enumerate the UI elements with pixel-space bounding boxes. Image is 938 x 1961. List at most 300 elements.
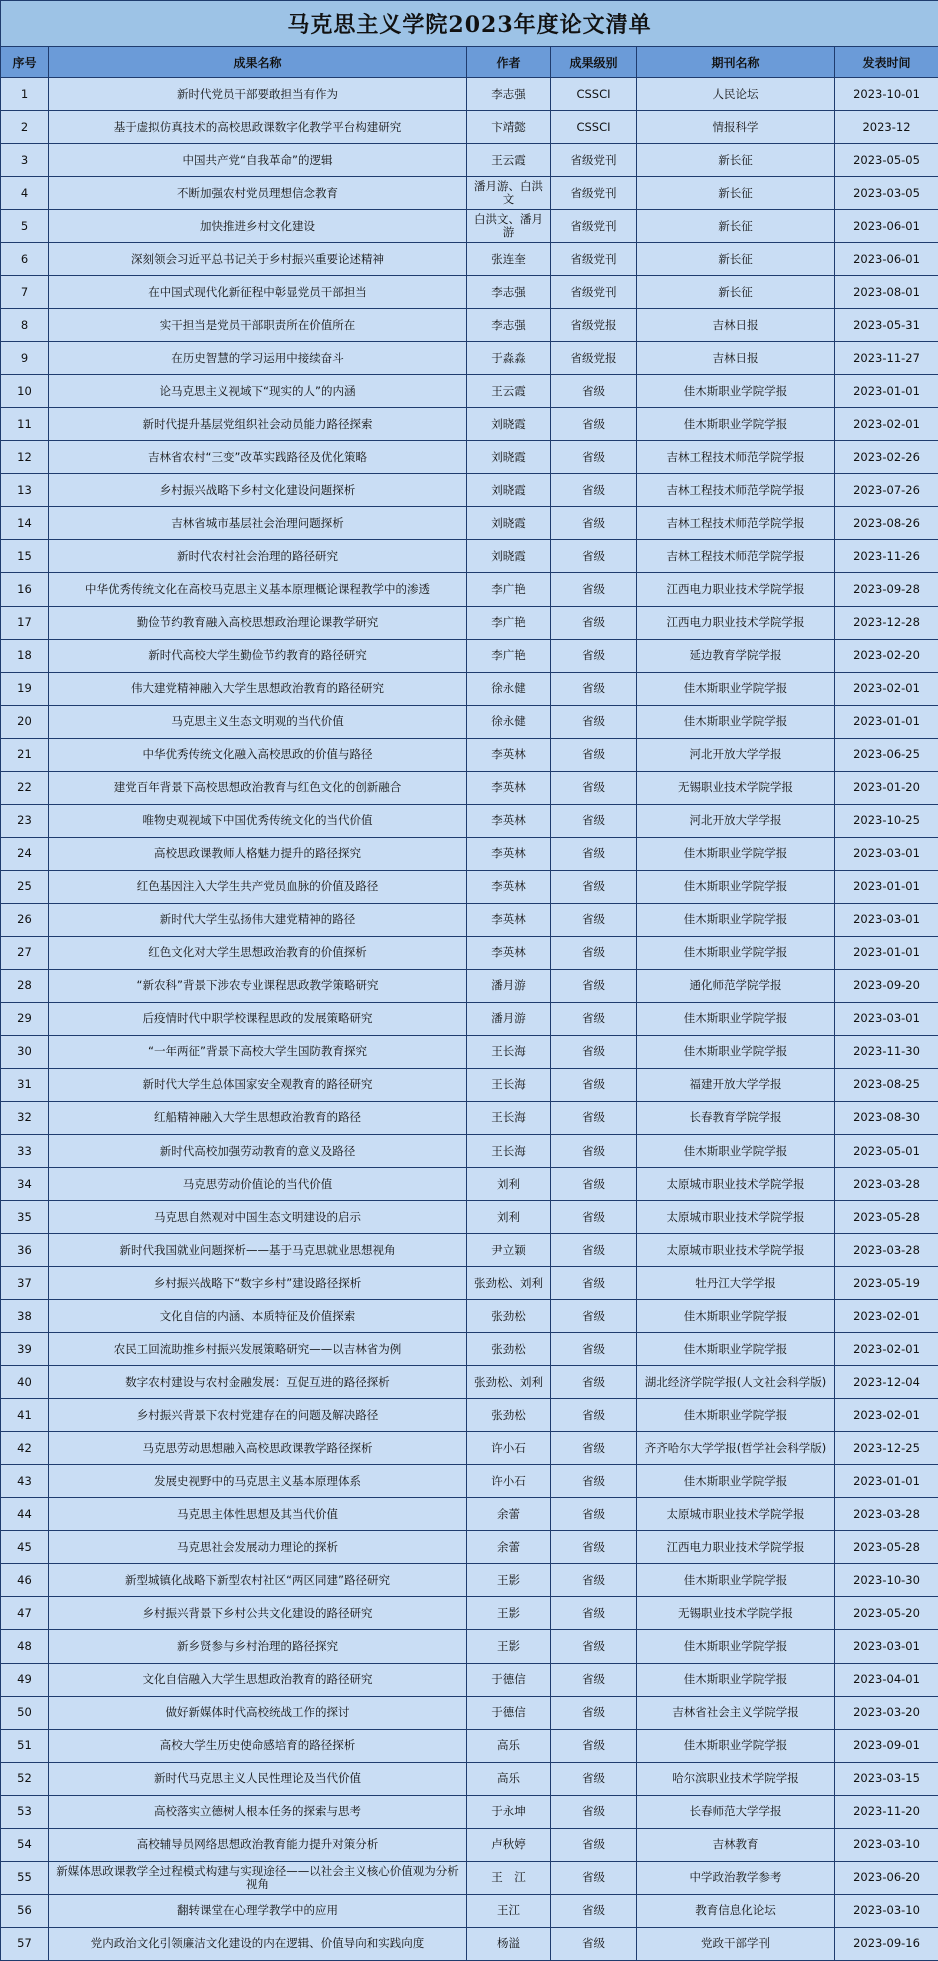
publish-date: 2023-02-01	[835, 1300, 938, 1333]
publish-date: 2023-03-01	[835, 1002, 938, 1035]
publish-date: 2023-01-01	[835, 375, 938, 408]
paper-title: 深刻领会习近平总书记关于乡村振兴重要论述精神	[49, 243, 467, 276]
journal-name: 长春师范大学学报	[637, 1795, 835, 1828]
journal-name: 佳木斯职业学院学报	[637, 837, 835, 870]
publish-date: 2023-09-01	[835, 1729, 938, 1762]
table-row	[1, 1068, 938, 1101]
row-index: 23	[1, 804, 49, 837]
table-row	[1, 672, 938, 705]
row-index: 49	[1, 1663, 49, 1696]
paper-level: 省级	[551, 1234, 637, 1267]
table-row	[1, 1135, 938, 1168]
journal-name: 新长征	[637, 210, 835, 243]
publish-date: 2023-03-28	[835, 1498, 938, 1531]
author: 李英林	[467, 903, 551, 936]
publish-date: 2023-03-15	[835, 1762, 938, 1795]
paper-title: 马克思主义生态文明观的当代价值	[49, 705, 467, 738]
journal-name: 佳木斯职业学院学报	[637, 1135, 835, 1168]
author: 刘晓霞	[467, 474, 551, 507]
journal-name: 佳木斯职业学院学报	[637, 1035, 835, 1068]
table-row	[1, 507, 938, 540]
paper-level: 省级	[551, 837, 637, 870]
paper-title: 伟大建党精神融入大学生思想政治教育的路径研究	[49, 672, 467, 705]
journal-name: 长春教育学院学报	[637, 1101, 835, 1134]
journal-name: 佳木斯职业学院学报	[637, 705, 835, 738]
paper-level: 省级	[551, 1927, 637, 1960]
paper-title: 新时代高校大学生勤俭节约教育的路径研究	[49, 639, 467, 672]
publish-date: 2023-12	[835, 111, 938, 144]
row-index: 19	[1, 672, 49, 705]
row-index: 37	[1, 1267, 49, 1300]
paper-title: 马克思劳动价值论的当代价值	[49, 1168, 467, 1201]
author: 王云霞	[467, 375, 551, 408]
paper-title: “新农科”背景下涉农专业课程思政教学策略研究	[49, 969, 467, 1002]
author: 刘晓霞	[467, 507, 551, 540]
author: 潘月游、白洪文	[467, 177, 551, 210]
author: 徐永健	[467, 672, 551, 705]
paper-level: 省级	[551, 1101, 637, 1134]
row-index: 32	[1, 1101, 49, 1134]
table-row	[1, 705, 938, 738]
author: 张劲松、刘利	[467, 1366, 551, 1399]
paper-title: 马克思劳动思想融入高校思政课教学路径探析	[49, 1432, 467, 1465]
table-row	[1, 1894, 938, 1927]
paper-title: 乡村振兴战略下“数字乡村”建设路径探析	[49, 1267, 467, 1300]
row-index: 34	[1, 1168, 49, 1201]
paper-level: 省级	[551, 474, 637, 507]
publish-date: 2023-03-28	[835, 1168, 938, 1201]
author: 李志强	[467, 276, 551, 309]
paper-title: “一年两征”背景下高校大学生国防教育探究	[49, 1035, 467, 1068]
author: 刘晓霞	[467, 408, 551, 441]
table-row	[1, 804, 938, 837]
journal-name: 江西电力职业技术学院学报	[637, 573, 835, 606]
paper-level: 省级党刊	[551, 243, 637, 276]
paper-title: 高校大学生历史使命感培育的路径探析	[49, 1729, 467, 1762]
paper-level: 省级党刊	[551, 276, 637, 309]
table-row	[1, 1333, 938, 1366]
paper-level: 省级	[551, 639, 637, 672]
table-row	[1, 1465, 938, 1498]
paper-level: 省级	[551, 1035, 637, 1068]
publish-date: 2023-05-19	[835, 1267, 938, 1300]
table-row	[1, 738, 938, 771]
journal-name: 哈尔滨职业技术学院学报	[637, 1762, 835, 1795]
row-index: 57	[1, 1927, 49, 1960]
journal-name: 党政干部学刊	[637, 1927, 835, 1960]
table-row	[1, 1399, 938, 1432]
paper-title: 新时代高校加强劳动教育的意义及路径	[49, 1135, 467, 1168]
paper-title: 勤俭节约教育融入高校思想政治理论课教学研究	[49, 606, 467, 639]
paper-title: 吉林省农村“三变”改革实践路径及优化策略	[49, 441, 467, 474]
journal-name: 太原城市职业技术学院学报	[637, 1168, 835, 1201]
header-author: 作者	[467, 47, 551, 78]
publish-date: 2023-08-01	[835, 276, 938, 309]
table-row	[1, 243, 938, 276]
journal-name: 佳木斯职业学院学报	[637, 1300, 835, 1333]
table-row	[1, 177, 938, 210]
author: 许小石	[467, 1465, 551, 1498]
row-index: 9	[1, 342, 49, 375]
table-row	[1, 408, 938, 441]
journal-name: 太原城市职业技术学院学报	[637, 1201, 835, 1234]
paper-title: 翻转课堂在心理学教学中的应用	[49, 1894, 467, 1927]
table-row	[1, 1564, 938, 1597]
row-index: 47	[1, 1597, 49, 1630]
paper-level: 省级	[551, 1267, 637, 1300]
publish-date: 2023-03-01	[835, 903, 938, 936]
row-index: 43	[1, 1465, 49, 1498]
paper-level: 省级	[551, 441, 637, 474]
table-row	[1, 1002, 938, 1035]
author: 余蕾	[467, 1498, 551, 1531]
row-index: 42	[1, 1432, 49, 1465]
paper-title: 新时代马克思主义人民性理论及当代价值	[49, 1762, 467, 1795]
paper-level: CSSCI	[551, 111, 637, 144]
table-row	[1, 540, 938, 573]
paper-title: 实干担当是党员干部职责所在价值所在	[49, 309, 467, 342]
table-row	[1, 1234, 938, 1267]
author: 李志强	[467, 309, 551, 342]
paper-title: 新时代提升基层党组织社会动员能力路径探索	[49, 408, 467, 441]
row-index: 56	[1, 1894, 49, 1927]
journal-name: 佳木斯职业学院学报	[637, 1465, 835, 1498]
table-row	[1, 276, 938, 309]
author: 张劲松	[467, 1399, 551, 1432]
row-index: 4	[1, 177, 49, 210]
author: 张劲松	[467, 1333, 551, 1366]
publish-date: 2023-01-01	[835, 705, 938, 738]
journal-name: 延边教育学院学报	[637, 639, 835, 672]
publish-date: 2023-06-01	[835, 243, 938, 276]
journal-name: 佳木斯职业学院学报	[637, 903, 835, 936]
author: 李英林	[467, 837, 551, 870]
paper-title: 中国共产党“自我革命”的逻辑	[49, 144, 467, 177]
paper-level: 省级	[551, 1399, 637, 1432]
paper-level: 省级	[551, 1597, 637, 1630]
row-index: 48	[1, 1630, 49, 1663]
paper-title: 新媒体思政课教学全过程模式构建与实现途径——以社会主义核心价值观为分析视角	[49, 1861, 467, 1894]
row-index: 13	[1, 474, 49, 507]
journal-name: 吉林工程技术师范学院学报	[637, 474, 835, 507]
table-row	[1, 1795, 938, 1828]
row-index: 40	[1, 1366, 49, 1399]
paper-level: 省级	[551, 1663, 637, 1696]
journal-name: 新长征	[637, 276, 835, 309]
row-index: 50	[1, 1696, 49, 1729]
publish-date: 2023-05-28	[835, 1201, 938, 1234]
paper-level: 省级	[551, 969, 637, 1002]
journal-name: 吉林工程技术师范学院学报	[637, 540, 835, 573]
paper-level: 省级	[551, 573, 637, 606]
table-row	[1, 1729, 938, 1762]
journal-name: 湖北经济学院学报(人文社会科学版)	[637, 1366, 835, 1399]
author: 刘利	[467, 1168, 551, 1201]
paper-title: 唯物史观视域下中国优秀传统文化的当代价值	[49, 804, 467, 837]
table-row	[1, 1201, 938, 1234]
author: 王云霞	[467, 144, 551, 177]
paper-title: 高校辅导员网络思想政治教育能力提升对策分析	[49, 1828, 467, 1861]
paper-title: 红色基因注入大学生共产党员血脉的价值及路径	[49, 870, 467, 903]
author: 高乐	[467, 1762, 551, 1795]
author: 王江	[467, 1894, 551, 1927]
publish-date: 2023-06-01	[835, 210, 938, 243]
paper-title: 乡村振兴背景下乡村公共文化建设的路径研究	[49, 1597, 467, 1630]
publish-date: 2023-03-05	[835, 177, 938, 210]
publish-date: 2023-02-20	[835, 639, 938, 672]
journal-name: 福建开放大学学报	[637, 1068, 835, 1101]
author: 刘晓霞	[467, 441, 551, 474]
paper-level: 省级	[551, 1861, 637, 1894]
journal-name: 佳木斯职业学院学报	[637, 1399, 835, 1432]
paper-title: 马克思主体性思想及其当代价值	[49, 1498, 467, 1531]
row-index: 10	[1, 375, 49, 408]
publish-date: 2023-03-01	[835, 837, 938, 870]
table-row	[1, 573, 938, 606]
journal-name: 佳木斯职业学院学报	[637, 375, 835, 408]
row-index: 16	[1, 573, 49, 606]
paper-title: 论马克思主义视域下“现实的人”的内涵	[49, 375, 467, 408]
paper-level: 省级	[551, 672, 637, 705]
paper-level: 省级	[551, 1300, 637, 1333]
author: 张劲松	[467, 1300, 551, 1333]
author: 潘月游	[467, 969, 551, 1002]
row-index: 12	[1, 441, 49, 474]
paper-level: 省级	[551, 1894, 637, 1927]
row-index: 55	[1, 1861, 49, 1894]
table-row	[1, 441, 938, 474]
author: 卞靖懿	[467, 111, 551, 144]
paper-title: 农民工回流助推乡村振兴发展策略研究——以吉林省为例	[49, 1333, 467, 1366]
row-index: 21	[1, 738, 49, 771]
row-index: 24	[1, 837, 49, 870]
journal-name: 吉林日报	[637, 309, 835, 342]
publish-date: 2023-11-20	[835, 1795, 938, 1828]
journal-name: 佳木斯职业学院学报	[637, 1564, 835, 1597]
paper-level: 省级	[551, 1498, 637, 1531]
paper-title: 乡村振兴战略下乡村文化建设问题探析	[49, 474, 467, 507]
journal-name: 佳木斯职业学院学报	[637, 1663, 835, 1696]
header-level: 成果级别	[551, 47, 637, 78]
paper-title: 做好新媒体时代高校统战工作的探讨	[49, 1696, 467, 1729]
paper-level: 省级	[551, 1333, 637, 1366]
publish-date: 2023-12-25	[835, 1432, 938, 1465]
publish-date: 2023-05-05	[835, 144, 938, 177]
paper-title: 红船精神融入大学生思想政治教育的路径	[49, 1101, 467, 1134]
journal-name: 佳木斯职业学院学报	[637, 1002, 835, 1035]
paper-level: 省级党刊	[551, 210, 637, 243]
table-row	[1, 1663, 938, 1696]
journal-name: 佳木斯职业学院学报	[637, 1729, 835, 1762]
row-index: 8	[1, 309, 49, 342]
row-index: 54	[1, 1828, 49, 1861]
paper-level: CSSCI	[551, 78, 637, 111]
table-row	[1, 309, 938, 342]
row-index: 31	[1, 1068, 49, 1101]
author: 王长海	[467, 1068, 551, 1101]
paper-level: 省级党报	[551, 342, 637, 375]
publish-date: 2023-02-01	[835, 1399, 938, 1432]
paper-level: 省级	[551, 804, 637, 837]
paper-level: 省级	[551, 705, 637, 738]
publish-date: 2023-09-28	[835, 573, 938, 606]
header-row	[1, 47, 938, 78]
publish-date: 2023-03-01	[835, 1630, 938, 1663]
table-row	[1, 1035, 938, 1068]
author: 杨溢	[467, 1927, 551, 1960]
paper-title: 高校思政课教师人格魅力提升的路径探究	[49, 837, 467, 870]
paper-title: 数字农村建设与农村金融发展：互促互进的路径探析	[49, 1366, 467, 1399]
paper-title: 红色文化对大学生思想政治教育的价值探析	[49, 936, 467, 969]
publish-date: 2023-06-20	[835, 1861, 938, 1894]
row-index: 27	[1, 936, 49, 969]
author: 李英林	[467, 771, 551, 804]
paper-level: 省级	[551, 1795, 637, 1828]
publish-date: 2023-07-26	[835, 474, 938, 507]
paper-level: 省级	[551, 1168, 637, 1201]
publish-date: 2023-08-26	[835, 507, 938, 540]
paper-level: 省级	[551, 1696, 637, 1729]
author: 王长海	[467, 1035, 551, 1068]
publish-date: 2023-02-01	[835, 672, 938, 705]
table-row	[1, 903, 938, 936]
row-index: 3	[1, 144, 49, 177]
paper-level: 省级	[551, 903, 637, 936]
paper-title: 文化自信融入大学生思想政治教育的路径研究	[49, 1663, 467, 1696]
paper-title: 新时代农村社会治理的路径研究	[49, 540, 467, 573]
author: 李广艳	[467, 606, 551, 639]
row-index: 53	[1, 1795, 49, 1828]
publish-date: 2023-11-30	[835, 1035, 938, 1068]
paper-title: 建党百年背景下高校思想政治教育与红色文化的创新融合	[49, 771, 467, 804]
publish-date: 2023-08-30	[835, 1101, 938, 1134]
paper-level: 省级	[551, 1465, 637, 1498]
author: 王影	[467, 1564, 551, 1597]
author: 徐永健	[467, 705, 551, 738]
paper-level: 省级	[551, 771, 637, 804]
row-index: 45	[1, 1531, 49, 1564]
table-row	[1, 1828, 938, 1861]
paper-title: 中华优秀传统文化在高校马克思主义基本原理概论课程教学中的渗透	[49, 573, 467, 606]
author: 李志强	[467, 78, 551, 111]
publish-date: 2023-05-31	[835, 309, 938, 342]
journal-name: 吉林工程技术师范学院学报	[637, 507, 835, 540]
row-index: 25	[1, 870, 49, 903]
row-index: 39	[1, 1333, 49, 1366]
table-row	[1, 1300, 938, 1333]
paper-level: 省级	[551, 507, 637, 540]
journal-name: 人民论坛	[637, 78, 835, 111]
author: 尹立颖	[467, 1234, 551, 1267]
row-index: 18	[1, 639, 49, 672]
journal-name: 佳木斯职业学院学报	[637, 672, 835, 705]
paper-title: 不断加强农村党员理想信念教育	[49, 177, 467, 210]
publish-date: 2023-02-01	[835, 408, 938, 441]
table-row	[1, 1927, 938, 1960]
paper-title: 后疫情时代中职学校课程思政的发展策略研究	[49, 1002, 467, 1035]
publish-date: 2023-01-01	[835, 1465, 938, 1498]
publish-date: 2023-12-04	[835, 1366, 938, 1399]
table-row	[1, 1101, 938, 1134]
row-index: 26	[1, 903, 49, 936]
table-row	[1, 1630, 938, 1663]
paper-title: 高校落实立德树人根本任务的探索与思考	[49, 1795, 467, 1828]
paper-title: 新时代大学生总体国家安全观教育的路径研究	[49, 1068, 467, 1101]
table-row	[1, 936, 938, 969]
author: 刘利	[467, 1201, 551, 1234]
row-index: 22	[1, 771, 49, 804]
paper-level: 省级	[551, 1135, 637, 1168]
paper-level: 省级	[551, 1068, 637, 1101]
publish-date: 2023-03-10	[835, 1828, 938, 1861]
paper-level: 省级	[551, 1201, 637, 1234]
paper-title: 在中国式现代化新征程中彰显党员干部担当	[49, 276, 467, 309]
paper-title: 中华优秀传统文化融入高校思政的价值与路径	[49, 738, 467, 771]
row-index: 41	[1, 1399, 49, 1432]
table-row	[1, 837, 938, 870]
journal-name: 太原城市职业技术学院学报	[637, 1234, 835, 1267]
author: 王长海	[467, 1101, 551, 1134]
journal-name: 中学政治教学参考	[637, 1861, 835, 1894]
author: 王影	[467, 1597, 551, 1630]
publish-date: 2023-10-25	[835, 804, 938, 837]
publish-date: 2023-03-28	[835, 1234, 938, 1267]
row-index: 20	[1, 705, 49, 738]
paper-title: 乡村振兴背景下农村党建存在的问题及解决路径	[49, 1399, 467, 1432]
table-row	[1, 342, 938, 375]
publish-date: 2023-05-01	[835, 1135, 938, 1168]
paper-title: 新时代我国就业问题探析——基于马克思就业思想视角	[49, 1234, 467, 1267]
paper-level: 省级	[551, 870, 637, 903]
author: 刘晓霞	[467, 540, 551, 573]
table-row	[1, 1762, 938, 1795]
table-row	[1, 111, 938, 144]
paper-level: 省级	[551, 1729, 637, 1762]
table-row	[1, 1696, 938, 1729]
journal-name: 佳木斯职业学院学报	[637, 408, 835, 441]
journal-name: 牡丹江大学学报	[637, 1267, 835, 1300]
journal-name: 吉林工程技术师范学院学报	[637, 441, 835, 474]
paper-level: 省级	[551, 606, 637, 639]
author: 余蕾	[467, 1531, 551, 1564]
row-index: 14	[1, 507, 49, 540]
author: 李广艳	[467, 639, 551, 672]
row-index: 35	[1, 1201, 49, 1234]
row-index: 5	[1, 210, 49, 243]
author: 潘月游	[467, 1002, 551, 1035]
row-index: 30	[1, 1035, 49, 1068]
paper-title: 新乡贤参与乡村治理的路径探究	[49, 1630, 467, 1663]
journal-name: 江西电力职业技术学院学报	[637, 1531, 835, 1564]
table-row	[1, 474, 938, 507]
paper-title: 加快推进乡村文化建设	[49, 210, 467, 243]
paper-title: 在历史智慧的学习运用中接续奋斗	[49, 342, 467, 375]
table-row	[1, 1366, 938, 1399]
journal-name: 河北开放大学学报	[637, 804, 835, 837]
author: 王长海	[467, 1135, 551, 1168]
table-row	[1, 210, 938, 243]
paper-title: 文化自信的内涵、本质特征及价值探索	[49, 1300, 467, 1333]
table-row	[1, 969, 938, 1002]
publish-date: 2023-01-01	[835, 936, 938, 969]
paper-title: 马克思社会发展动力理论的探析	[49, 1531, 467, 1564]
journal-name: 情报科学	[637, 111, 835, 144]
author: 李广艳	[467, 573, 551, 606]
paper-level: 省级党报	[551, 309, 637, 342]
row-index: 33	[1, 1135, 49, 1168]
publish-date: 2023-08-25	[835, 1068, 938, 1101]
author: 许小石	[467, 1432, 551, 1465]
